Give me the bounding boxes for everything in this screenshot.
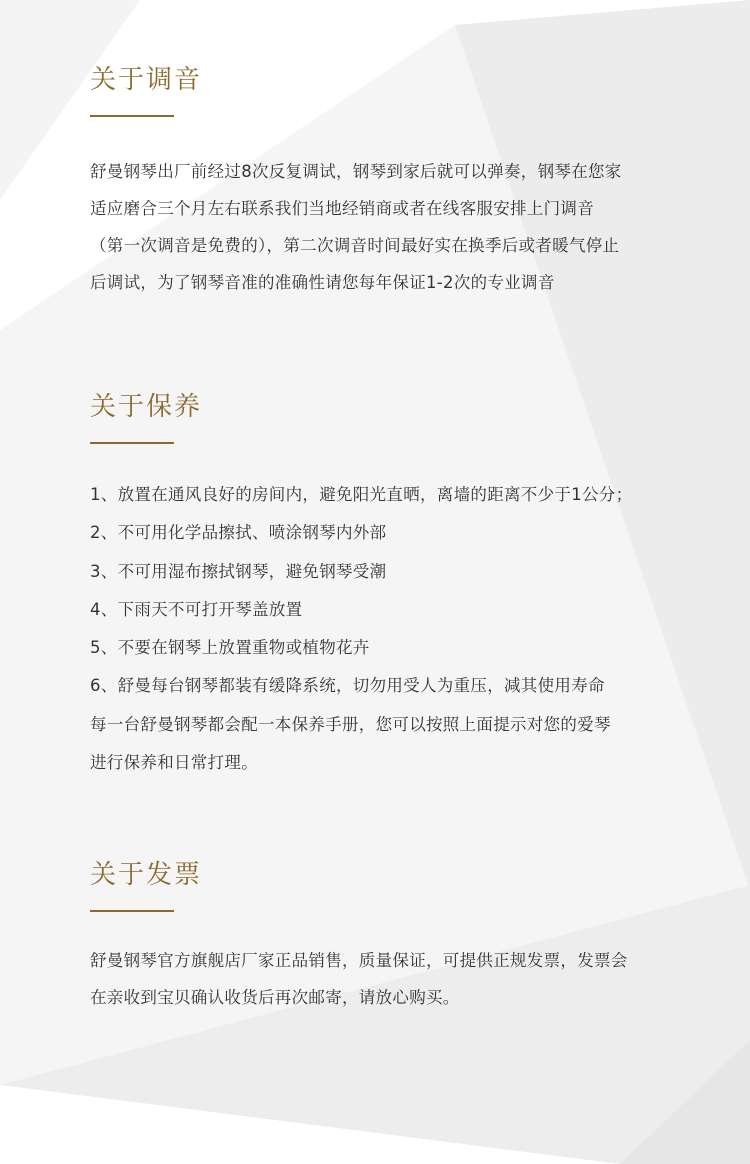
maintenance-section	[90, 392, 690, 782]
invoice-title: 关于发票	[90, 860, 203, 890]
tuning-paragraph	[90, 153, 690, 301]
maintenance-title-underline	[90, 442, 174, 444]
maintenance-item: 4、下雨天不可打开琴盖放置	[90, 599, 303, 619]
tuning-line: 后调试，为了钢琴音准的准确性请您每年保证1-2次的专业调音	[90, 273, 555, 292]
invoice-line: 在亲收到宝贝确认收货后再次邮寄，请放心购买。	[90, 988, 460, 1007]
maintenance-item: 2、不可用化学品擦拭、喷涂钢琴内外部	[90, 523, 387, 543]
maintenance-item: 每一台舒曼钢琴都会配一本保养手册，您可以按照上面提示对您的爱琴	[90, 714, 611, 734]
maintenance-item: 进行保养和日常打理。	[90, 753, 258, 773]
tuning-line: 舒曼钢琴出厂前经过8次反复调试，钢琴到家后就可以弹奏，钢琴在您家	[90, 162, 622, 181]
tuning-line: （第一次调音是免费的），第二次调音时间最好实在换季后或者暖气停止	[90, 236, 620, 255]
maintenance-item: 5、不要在钢琴上放置重物或植物花卉	[90, 638, 370, 658]
maintenance-item: 6、舒曼每台钢琴都装有缓降系统，切勿用受人为重压，减其使用寿命	[90, 676, 605, 696]
invoice-section	[90, 860, 690, 1016]
invoice-paragraph	[90, 942, 690, 1016]
maintenance-item: 3、不可用湿布擦拭钢琴，避免钢琴受潮	[90, 561, 387, 581]
invoice-line: 舒曼钢琴官方旗舰店厂家正品销售，质量保证，可提供正规发票，发票会	[90, 951, 628, 970]
maintenance-item: 1、放置在通风良好的房间内，避免阳光直晒，离墙的距离不少于1公分；	[90, 485, 633, 504]
tuning-section	[90, 65, 690, 301]
invoice-title-underline	[90, 910, 174, 912]
tuning-title: 关于调音	[90, 65, 203, 95]
tuning-line: 适应磨合三个月左右联系我们当地经销商或者在线客服安排上门调音	[90, 199, 594, 218]
tuning-title-underline	[90, 115, 174, 117]
maintenance-list	[90, 476, 690, 782]
maintenance-title: 关于保养	[90, 392, 203, 422]
